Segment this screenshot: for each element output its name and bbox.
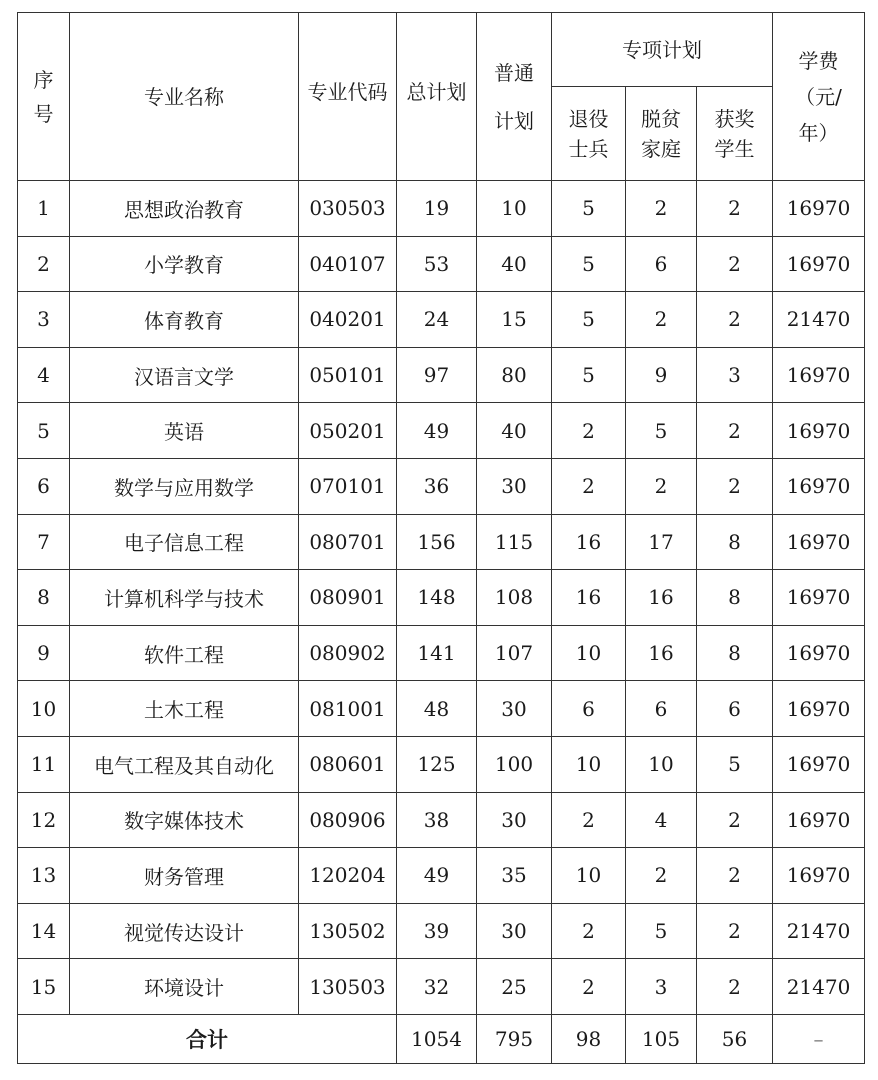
table-row <box>18 458 865 514</box>
cell-poverty: 2 <box>626 848 697 904</box>
cell-award: 5 <box>697 736 773 792</box>
table-row <box>18 570 865 626</box>
cell-tuition: 16970 <box>773 625 865 681</box>
cell-major-code: 120204 <box>299 848 397 904</box>
cell-major-name: 汉语言文学 <box>70 347 299 403</box>
cell-award: 2 <box>697 458 773 514</box>
cell-poverty: 6 <box>626 236 697 292</box>
header-seq: 序 号 <box>18 13 70 181</box>
cell-veterans: 2 <box>552 403 626 459</box>
cell-major-code: 070101 <box>299 458 397 514</box>
total-regular: 795 <box>477 1014 552 1063</box>
cell-seq: 5 <box>18 403 70 459</box>
table-row <box>18 181 865 237</box>
cell-major-code: 081001 <box>299 681 397 737</box>
cell-tuition: 16970 <box>773 236 865 292</box>
cell-veterans: 10 <box>552 625 626 681</box>
cell-major-name: 数学与应用数学 <box>70 458 299 514</box>
header-award: 获奖 学生 <box>697 87 773 181</box>
cell-poverty: 10 <box>626 736 697 792</box>
cell-poverty: 6 <box>626 681 697 737</box>
cell-veterans: 2 <box>552 792 626 848</box>
table-row <box>18 736 865 792</box>
table-row <box>18 347 865 403</box>
cell-veterans: 10 <box>552 736 626 792</box>
cell-major-code: 080906 <box>299 792 397 848</box>
header-tuition: 学费 （元/ 年） <box>773 13 865 181</box>
cell-regular-plan: 40 <box>477 236 552 292</box>
cell-regular-plan: 30 <box>477 681 552 737</box>
table-row <box>18 625 865 681</box>
cell-major-name: 电子信息工程 <box>70 514 299 570</box>
table-row <box>18 681 865 737</box>
cell-seq: 6 <box>18 458 70 514</box>
cell-tuition: 21470 <box>773 292 865 348</box>
cell-major-code: 130502 <box>299 903 397 959</box>
cell-tuition: 21470 <box>773 903 865 959</box>
cell-veterans: 6 <box>552 681 626 737</box>
cell-seq: 14 <box>18 903 70 959</box>
cell-poverty: 2 <box>626 292 697 348</box>
cell-total-plan: 32 <box>397 959 477 1015</box>
cell-award: 2 <box>697 903 773 959</box>
cell-seq: 7 <box>18 514 70 570</box>
cell-major-name: 软件工程 <box>70 625 299 681</box>
cell-total-plan: 38 <box>397 792 477 848</box>
cell-tuition: 21470 <box>773 959 865 1015</box>
cell-poverty: 5 <box>626 903 697 959</box>
total-tuition: – <box>773 1014 865 1063</box>
cell-regular-plan: 40 <box>477 403 552 459</box>
cell-regular-plan: 30 <box>477 458 552 514</box>
cell-major-code: 040107 <box>299 236 397 292</box>
cell-major-code: 030503 <box>299 181 397 237</box>
cell-major-code: 130503 <box>299 959 397 1015</box>
header-poverty: 脱贫 家庭 <box>626 87 697 181</box>
cell-tuition: 16970 <box>773 792 865 848</box>
cell-major-name: 土木工程 <box>70 681 299 737</box>
cell-seq: 8 <box>18 570 70 626</box>
cell-major-name: 视觉传达设计 <box>70 903 299 959</box>
cell-veterans: 2 <box>552 903 626 959</box>
header-special-plan: 专项计划 <box>552 13 773 87</box>
cell-regular-plan: 25 <box>477 959 552 1015</box>
cell-major-code: 080701 <box>299 514 397 570</box>
cell-seq: 13 <box>18 848 70 904</box>
header-major-code: 专业代码 <box>299 13 397 181</box>
table-row <box>18 792 865 848</box>
cell-total-plan: 49 <box>397 848 477 904</box>
cell-veterans: 2 <box>552 959 626 1015</box>
cell-seq: 10 <box>18 681 70 737</box>
cell-seq: 11 <box>18 736 70 792</box>
total-poverty: 105 <box>626 1014 697 1063</box>
cell-veterans: 5 <box>552 236 626 292</box>
header-total-plan: 总计划 <box>397 13 477 181</box>
cell-regular-plan: 15 <box>477 292 552 348</box>
cell-seq: 2 <box>18 236 70 292</box>
cell-major-code: 040201 <box>299 292 397 348</box>
cell-major-code: 080601 <box>299 736 397 792</box>
cell-poverty: 16 <box>626 625 697 681</box>
cell-tuition: 16970 <box>773 570 865 626</box>
header-regular-plan: 普通 计划 <box>477 13 552 181</box>
cell-award: 6 <box>697 681 773 737</box>
enrollment-plan-table <box>17 12 865 1064</box>
total-row <box>18 1014 865 1063</box>
cell-tuition: 16970 <box>773 514 865 570</box>
cell-regular-plan: 107 <box>477 625 552 681</box>
cell-award: 8 <box>697 514 773 570</box>
cell-major-name: 财务管理 <box>70 848 299 904</box>
cell-poverty: 4 <box>626 792 697 848</box>
total-total: 1054 <box>397 1014 477 1063</box>
cell-regular-plan: 30 <box>477 792 552 848</box>
cell-total-plan: 97 <box>397 347 477 403</box>
cell-veterans: 2 <box>552 458 626 514</box>
cell-total-plan: 48 <box>397 681 477 737</box>
table-row <box>18 403 865 459</box>
cell-poverty: 2 <box>626 181 697 237</box>
cell-major-name: 环境设计 <box>70 959 299 1015</box>
cell-major-code: 080901 <box>299 570 397 626</box>
cell-regular-plan: 108 <box>477 570 552 626</box>
cell-total-plan: 148 <box>397 570 477 626</box>
cell-tuition: 16970 <box>773 403 865 459</box>
cell-seq: 1 <box>18 181 70 237</box>
cell-total-plan: 49 <box>397 403 477 459</box>
cell-poverty: 2 <box>626 458 697 514</box>
table-body <box>18 181 865 1015</box>
cell-total-plan: 125 <box>397 736 477 792</box>
cell-total-plan: 36 <box>397 458 477 514</box>
cell-major-code: 050101 <box>299 347 397 403</box>
cell-poverty: 3 <box>626 959 697 1015</box>
cell-seq: 15 <box>18 959 70 1015</box>
cell-award: 2 <box>697 181 773 237</box>
cell-poverty: 16 <box>626 570 697 626</box>
cell-regular-plan: 30 <box>477 903 552 959</box>
cell-tuition: 16970 <box>773 681 865 737</box>
cell-tuition: 16970 <box>773 181 865 237</box>
cell-award: 3 <box>697 347 773 403</box>
cell-seq: 9 <box>18 625 70 681</box>
cell-veterans: 5 <box>552 347 626 403</box>
table-row <box>18 959 865 1015</box>
cell-major-name: 体育教育 <box>70 292 299 348</box>
cell-major-code: 050201 <box>299 403 397 459</box>
cell-regular-plan: 115 <box>477 514 552 570</box>
cell-regular-plan: 80 <box>477 347 552 403</box>
table-row <box>18 903 865 959</box>
cell-award: 2 <box>697 959 773 1015</box>
cell-major-code: 080902 <box>299 625 397 681</box>
cell-veterans: 5 <box>552 292 626 348</box>
cell-poverty: 9 <box>626 347 697 403</box>
cell-seq: 12 <box>18 792 70 848</box>
cell-award: 8 <box>697 625 773 681</box>
cell-total-plan: 19 <box>397 181 477 237</box>
cell-major-name: 数字媒体技术 <box>70 792 299 848</box>
header-veterans: 退役 士兵 <box>552 87 626 181</box>
total-veterans: 98 <box>552 1014 626 1063</box>
cell-award: 8 <box>697 570 773 626</box>
header-row-top <box>18 13 865 87</box>
cell-tuition: 16970 <box>773 347 865 403</box>
cell-major-name: 英语 <box>70 403 299 459</box>
cell-seq: 3 <box>18 292 70 348</box>
cell-veterans: 16 <box>552 570 626 626</box>
cell-veterans: 5 <box>552 181 626 237</box>
cell-award: 2 <box>697 403 773 459</box>
cell-total-plan: 156 <box>397 514 477 570</box>
total-award: 56 <box>697 1014 773 1063</box>
cell-seq: 4 <box>18 347 70 403</box>
cell-major-name: 计算机科学与技术 <box>70 570 299 626</box>
cell-total-plan: 39 <box>397 903 477 959</box>
cell-tuition: 16970 <box>773 736 865 792</box>
table-row <box>18 848 865 904</box>
cell-poverty: 5 <box>626 403 697 459</box>
cell-award: 2 <box>697 292 773 348</box>
cell-total-plan: 53 <box>397 236 477 292</box>
cell-major-name: 电气工程及其自动化 <box>70 736 299 792</box>
table-row <box>18 292 865 348</box>
cell-regular-plan: 10 <box>477 181 552 237</box>
cell-tuition: 16970 <box>773 848 865 904</box>
cell-total-plan: 141 <box>397 625 477 681</box>
header-major-name: 专业名称 <box>70 13 299 181</box>
cell-regular-plan: 100 <box>477 736 552 792</box>
cell-major-name: 思想政治教育 <box>70 181 299 237</box>
cell-award: 2 <box>697 236 773 292</box>
cell-veterans: 16 <box>552 514 626 570</box>
cell-total-plan: 24 <box>397 292 477 348</box>
cell-tuition: 16970 <box>773 458 865 514</box>
cell-award: 2 <box>697 848 773 904</box>
cell-poverty: 17 <box>626 514 697 570</box>
cell-regular-plan: 35 <box>477 848 552 904</box>
cell-major-name: 小学教育 <box>70 236 299 292</box>
table-row <box>18 236 865 292</box>
cell-award: 2 <box>697 792 773 848</box>
table-row <box>18 514 865 570</box>
total-label: 合计 <box>18 1014 397 1063</box>
cell-veterans: 10 <box>552 848 626 904</box>
